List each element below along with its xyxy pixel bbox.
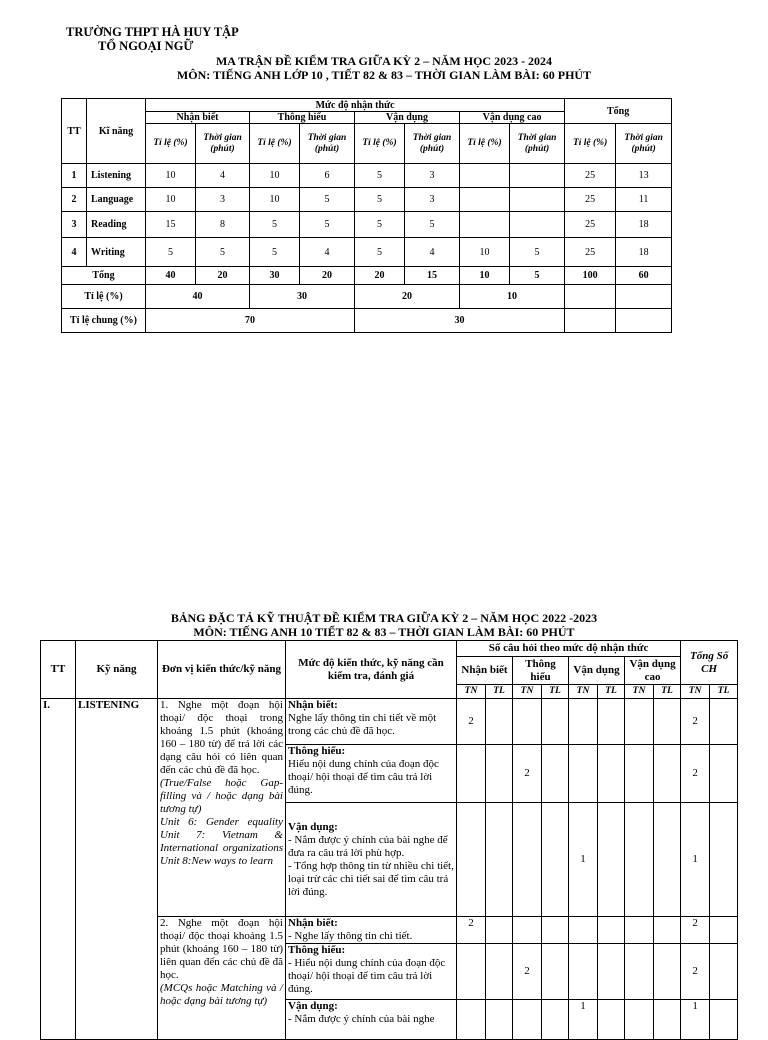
common-ratio-label: Tỉ lệ chung (%) bbox=[62, 309, 146, 333]
common-ratio-cell: 70 bbox=[146, 309, 355, 333]
level-description bbox=[286, 944, 457, 1000]
tn-header: TN bbox=[569, 685, 598, 699]
time-subheader: Thời gian (phút) bbox=[196, 124, 250, 164]
spec-skill-header: Kỹ năng bbox=[76, 641, 158, 699]
cell: 3 bbox=[196, 188, 250, 212]
count-cell bbox=[654, 1000, 681, 1040]
common-ratio-cell: 30 bbox=[355, 309, 565, 333]
cell: 5 bbox=[250, 212, 300, 238]
sum-cell: 100 bbox=[565, 267, 616, 285]
cell: 25 bbox=[565, 212, 616, 238]
count-cell bbox=[486, 1000, 513, 1040]
sum-cell: 40 bbox=[146, 267, 196, 285]
section-name: LISTENING bbox=[76, 699, 158, 1040]
cell: 5 bbox=[146, 238, 196, 267]
level-text: Nghe lấy thông tin chi tiết về một trong các chủ đề đã học. bbox=[288, 712, 437, 737]
total-cell: 2 bbox=[681, 745, 710, 803]
row-number: 3 bbox=[62, 212, 87, 238]
level-header: Vận dụng bbox=[355, 112, 460, 124]
count-cell bbox=[598, 803, 625, 917]
sum-label: Tổng bbox=[62, 267, 146, 285]
unit-format-text: (True/False hoặc Gap-filling và / hoặc dạng bài tương tự) bbox=[160, 777, 283, 815]
matrix-title: MA TRẬN ĐỀ KIỂM TRA GIỮA KỲ 2 – NĂM HỌC 2023 - 2024 bbox=[215, 54, 553, 68]
spec-title: BẢNG ĐẶC TẢ KỸ THUẬT ĐỀ KIỂM TRA GIỮA KỲ 2 – NĂM HỌC 2022 -2023 bbox=[170, 611, 598, 625]
total-cell bbox=[710, 944, 738, 1000]
ratio-cell: 40 bbox=[146, 285, 250, 309]
spec-level-col: Vận dụng bbox=[569, 657, 625, 685]
tl-header: TL bbox=[598, 685, 625, 699]
count-cell bbox=[598, 944, 625, 1000]
cell: 25 bbox=[565, 238, 616, 267]
ratio-cell: 20 bbox=[355, 285, 460, 309]
tn-header: TN bbox=[513, 685, 542, 699]
rate-subheader: Tỉ lệ (%) bbox=[355, 124, 405, 164]
time-subheader: Thời gian (phút) bbox=[300, 124, 355, 164]
spec-level-col: Nhận biết bbox=[457, 657, 513, 685]
matrix-subtitle: MÔN: TIẾNG ANH LỚP 10 , TIẾT 82 & 83 – THỜI GIAN LÀM BÀI: 60 PHÚT bbox=[176, 68, 592, 82]
cell: 5 bbox=[405, 212, 460, 238]
total-header: Tổng bbox=[565, 99, 672, 124]
specification-table bbox=[40, 640, 738, 1040]
count-cell bbox=[486, 803, 513, 917]
count-cell bbox=[598, 699, 625, 745]
sum-cell: 30 bbox=[250, 267, 300, 285]
unit-format-text: (MCQs hoặc Matching và / hoặc dạng bài tương tự) bbox=[160, 982, 283, 1007]
count-cell: 2 bbox=[513, 944, 542, 1000]
count-cell bbox=[654, 699, 681, 745]
table-row bbox=[41, 699, 738, 745]
count-cell bbox=[513, 1000, 542, 1040]
count-cell bbox=[569, 944, 598, 1000]
empty-cell bbox=[565, 285, 616, 309]
count-cell bbox=[486, 944, 513, 1000]
count-cell bbox=[625, 745, 654, 803]
total-cell bbox=[710, 745, 738, 803]
level-header: Thông hiểu bbox=[250, 112, 355, 124]
level-name: Thông hiểu: bbox=[288, 745, 346, 757]
level-group-header: Mức độ nhận thức bbox=[146, 99, 565, 112]
sum-cell: 60 bbox=[616, 267, 672, 285]
count-cell bbox=[457, 803, 486, 917]
row-skill: Reading bbox=[87, 212, 146, 238]
count-cell bbox=[625, 803, 654, 917]
ratio-cell: 30 bbox=[250, 285, 355, 309]
cell: 5 bbox=[355, 238, 405, 267]
count-cell bbox=[457, 1000, 486, 1040]
total-cell: 2 bbox=[681, 699, 710, 745]
count-cell bbox=[569, 745, 598, 803]
cell: 4 bbox=[196, 164, 250, 188]
level-description bbox=[286, 803, 457, 917]
level-description bbox=[286, 699, 457, 745]
cell: 4 bbox=[300, 238, 355, 267]
count-cell bbox=[513, 917, 542, 944]
count-cell bbox=[486, 745, 513, 803]
total-cell bbox=[710, 917, 738, 944]
cell: 11 bbox=[616, 188, 672, 212]
spec-level-col: Vận dụng cao bbox=[625, 657, 681, 685]
count-cell bbox=[654, 745, 681, 803]
total-cell bbox=[710, 803, 738, 917]
count-cell bbox=[513, 699, 542, 745]
spec-total-header: Tổng Số CH bbox=[681, 641, 738, 685]
total-cell: 2 bbox=[681, 917, 710, 944]
sum-cell: 20 bbox=[196, 267, 250, 285]
cell: 18 bbox=[616, 238, 672, 267]
cell bbox=[510, 188, 565, 212]
tl-header: TL bbox=[654, 685, 681, 699]
level-name: Nhận biết: bbox=[288, 917, 338, 929]
count-cell bbox=[542, 745, 569, 803]
cell: 10 bbox=[460, 238, 510, 267]
count-cell bbox=[625, 944, 654, 1000]
tl-header: TL bbox=[486, 685, 513, 699]
common-ratio-row bbox=[62, 309, 672, 333]
level-text: - Nghe lấy thông tin chi tiết. bbox=[288, 930, 413, 942]
unit-description bbox=[158, 699, 286, 917]
count-cell: 1 bbox=[569, 803, 598, 917]
sum-cell: 15 bbox=[405, 267, 460, 285]
level-text: - Nắm được ý chính của bài nghe để đưa ra câu trả lời phù hợp. bbox=[288, 833, 448, 859]
spec-count-header: Số câu hỏi theo mức độ nhận thức bbox=[457, 641, 681, 657]
empty-cell bbox=[616, 309, 672, 333]
level-description bbox=[286, 917, 457, 944]
empty-cell bbox=[616, 285, 672, 309]
cell: 3 bbox=[405, 164, 460, 188]
cell: 8 bbox=[196, 212, 250, 238]
cell bbox=[510, 164, 565, 188]
count-cell bbox=[542, 944, 569, 1000]
cell: 5 bbox=[355, 188, 405, 212]
empty-cell bbox=[565, 309, 616, 333]
time-subheader: Thời gian (phút) bbox=[616, 124, 672, 164]
count-cell bbox=[598, 1000, 625, 1040]
cell: 5 bbox=[300, 212, 355, 238]
count-cell bbox=[654, 944, 681, 1000]
count-cell bbox=[542, 917, 569, 944]
sum-cell: 10 bbox=[460, 267, 510, 285]
level-name: Thông hiểu: bbox=[288, 944, 346, 956]
count-cell bbox=[486, 917, 513, 944]
table-row bbox=[62, 238, 672, 267]
sum-row bbox=[62, 267, 672, 285]
count-cell bbox=[569, 917, 598, 944]
count-cell: 2 bbox=[457, 699, 486, 745]
rate-subheader: Tỉ lệ (%) bbox=[250, 124, 300, 164]
count-cell bbox=[625, 699, 654, 745]
cell: 25 bbox=[565, 188, 616, 212]
total-cell: 2 bbox=[681, 944, 710, 1000]
cell: 5 bbox=[510, 238, 565, 267]
ratio-cell: 10 bbox=[460, 285, 565, 309]
tn-header: TN bbox=[681, 685, 710, 699]
row-skill: Language bbox=[87, 188, 146, 212]
level-text: Hiểu nội dung chính của đoạn độc thoại/ hội thoại để tìm câu trả lời đúng. bbox=[288, 758, 439, 796]
total-cell bbox=[710, 699, 738, 745]
row-number: 1 bbox=[62, 164, 87, 188]
count-cell bbox=[542, 1000, 569, 1040]
row-skill: Listening bbox=[87, 164, 146, 188]
spec-unit-header: Đơn vị kiến thức/kỹ năng bbox=[158, 641, 286, 699]
cell: 5 bbox=[196, 238, 250, 267]
cell: 13 bbox=[616, 164, 672, 188]
cell: 6 bbox=[300, 164, 355, 188]
count-cell: 2 bbox=[513, 745, 542, 803]
level-header: Nhận biết bbox=[146, 112, 250, 124]
total-cell: 1 bbox=[681, 803, 710, 917]
skill-header: Kĩ năng bbox=[87, 99, 146, 164]
total-cell bbox=[710, 1000, 738, 1040]
cell bbox=[460, 212, 510, 238]
level-name: Nhận biết: bbox=[288, 699, 338, 711]
total-cell: 1 bbox=[681, 1000, 710, 1040]
sum-cell: 20 bbox=[355, 267, 405, 285]
cell: 10 bbox=[250, 188, 300, 212]
level-description bbox=[286, 1000, 457, 1040]
table-row bbox=[62, 212, 672, 238]
cell: 5 bbox=[355, 164, 405, 188]
tl-header: TL bbox=[710, 685, 738, 699]
count-cell bbox=[569, 699, 598, 745]
cell: 15 bbox=[146, 212, 196, 238]
table-row bbox=[62, 188, 672, 212]
spec-level-col: Thông hiểu bbox=[513, 657, 569, 685]
row-number: 2 bbox=[62, 188, 87, 212]
cell: 5 bbox=[250, 238, 300, 267]
ratio-label: Tỉ lệ (%) bbox=[62, 285, 146, 309]
spec-tt-header: TT bbox=[41, 641, 76, 699]
count-cell bbox=[625, 1000, 654, 1040]
subheader-row bbox=[62, 124, 672, 164]
level-text: - Tổng hợp thông tin từ nhiều chi tiết, loại trừ các chi tiết sai để tìm câu trả lời đúng. bbox=[288, 859, 454, 898]
tl-header: TL bbox=[542, 685, 569, 699]
count-cell: 2 bbox=[457, 917, 486, 944]
count-cell: 1 bbox=[569, 1000, 598, 1040]
sum-cell: 20 bbox=[300, 267, 355, 285]
count-cell bbox=[457, 944, 486, 1000]
cell: 4 bbox=[405, 238, 460, 267]
rate-subheader: Tỉ lệ (%) bbox=[565, 124, 616, 164]
count-cell bbox=[598, 745, 625, 803]
cell: 5 bbox=[300, 188, 355, 212]
unit-main-text: 1. Nghe một đoạn hội thoại/ độc thoại trong khoảng 1.5 phút (khoảng 160 – 180 từ) để trả lời các dạng câu hỏi có liên quan đến các chủ đề đã học. bbox=[160, 699, 283, 776]
level-text: - Hiểu nội dung chính của đoạn độc thoại/ hội thoại để tìm câu trả lời đúng. bbox=[288, 957, 446, 995]
unit-main-text: 2. Nghe một đoạn hội thoại/ độc thoại khoảng 1.5 phút (khoảng 160 – 180 từ) liên quan đến các chủ đề đã học. bbox=[160, 917, 283, 981]
cell bbox=[460, 188, 510, 212]
level-header: Vận dụng cao bbox=[460, 112, 565, 124]
spec-subtitle: MÔN: TIẾNG ANH 10 TIẾT 82 & 83 – THỜI GIAN LÀM BÀI: 60 PHÚT bbox=[193, 625, 575, 639]
rate-subheader: Tỉ lệ (%) bbox=[460, 124, 510, 164]
level-name: Vận dụng: bbox=[288, 820, 338, 833]
level-text: - Nắm được ý chính của bài nghe bbox=[288, 1013, 435, 1025]
level-name: Vận dụng: bbox=[288, 1000, 338, 1012]
school-name: TRƯỜNG THPT HÀ HUY TẬP bbox=[66, 25, 239, 39]
count-cell bbox=[598, 917, 625, 944]
spec-level-header: Mức độ kiến thức, kỹ năng cần kiểm tra, đánh giá bbox=[286, 641, 457, 699]
rate-subheader: Tỉ lệ (%) bbox=[146, 124, 196, 164]
count-cell bbox=[486, 699, 513, 745]
time-subheader: Thời gian (phút) bbox=[510, 124, 565, 164]
count-cell bbox=[513, 803, 542, 917]
cell bbox=[510, 212, 565, 238]
cell: 18 bbox=[616, 212, 672, 238]
section-number: I. bbox=[41, 699, 76, 1040]
count-cell bbox=[654, 917, 681, 944]
ratio-row bbox=[62, 285, 672, 309]
unit-topics-text: Unit 6: Gender equality Unit 7: Vietnam & International organizations Unit 8:New ways to learn bbox=[160, 816, 283, 867]
department-name: TỔ NGOẠI NGỮ bbox=[98, 39, 194, 53]
tt-header: TT bbox=[62, 99, 87, 164]
row-number: 4 bbox=[62, 238, 87, 267]
count-cell bbox=[457, 745, 486, 803]
count-cell bbox=[625, 917, 654, 944]
sum-cell: 5 bbox=[510, 267, 565, 285]
cell: 5 bbox=[355, 212, 405, 238]
cell: 25 bbox=[565, 164, 616, 188]
tn-header: TN bbox=[457, 685, 486, 699]
cell bbox=[460, 164, 510, 188]
cell: 10 bbox=[146, 188, 196, 212]
cell: 3 bbox=[405, 188, 460, 212]
count-cell bbox=[654, 803, 681, 917]
tn-header: TN bbox=[625, 685, 654, 699]
cell: 10 bbox=[146, 164, 196, 188]
unit-description bbox=[158, 917, 286, 1040]
assessment-matrix-table bbox=[61, 98, 672, 333]
cell: 10 bbox=[250, 164, 300, 188]
count-cell bbox=[542, 803, 569, 917]
level-description bbox=[286, 745, 457, 803]
count-cell bbox=[542, 699, 569, 745]
row-skill: Writing bbox=[87, 238, 146, 267]
time-subheader: Thời gian (phút) bbox=[405, 124, 460, 164]
table-row bbox=[62, 164, 672, 188]
